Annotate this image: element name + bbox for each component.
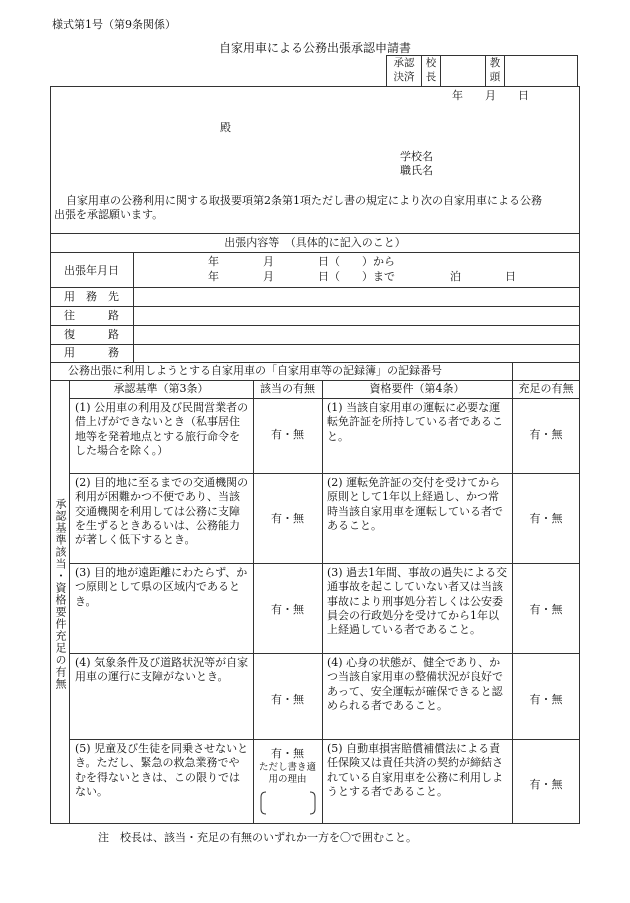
criteria-side-label: 承認基準該当・資格要件充足の有無 (54, 498, 67, 690)
footnote: 注 校長は、該当・充足の有無のいずれか一方を〇で囲むこと。 (98, 831, 417, 844)
criteria-row-3-applicable[interactable]: 有・無 (271, 603, 304, 616)
criteria-row-2-standard: (2) 目的地に至るまでの交通機関の利用が困難かつ不便であり、当該交通機関を利用しては公務に支障を生ずるときあるいは、公務能力が著しく低下するとき。 (75, 476, 249, 547)
criteria-row-2-applicable[interactable]: 有・無 (271, 512, 304, 525)
criteria-row-3-standard: (3) 目的地が遠距離にわたらず、かつ原則として県の区域内であるとき。 (75, 566, 248, 608)
business-purpose-label: 用 務 (64, 346, 119, 359)
addressee-suffix: 殿 (220, 121, 231, 134)
request-text-line2: 出張を承認願います。 (54, 208, 164, 221)
criteria-row-2-satisfied[interactable]: 有・無 (529, 512, 563, 525)
requirement-column-header: 資格要件（第4条） (369, 382, 465, 395)
criteria-row-1-requirement: (1) 当該自家用車の運転に必要な運転免許証を所持している者であること。 (327, 401, 503, 443)
principal-stamp-box[interactable] (441, 56, 486, 87)
outbound-route-label: 往 路 (64, 309, 119, 322)
criteria-row-3-requirement: (3) 過去1年間、事故の過失による交通事故を起こしていない者又は当該事故により刑事処分若しくは公安委員会の行政処分を受けてから1年以上経過している者であること。 (327, 566, 508, 637)
head-teacher-label: 教 頭 (486, 56, 505, 87)
approval-stamp-table (386, 55, 578, 87)
criteria-row-5-standard: (5) 児童及び生徒を同乗させないとき。ただし、緊急の救急業務でやむを得ないときは、この限りではない。 (75, 742, 249, 798)
criteria-row-1-applicable[interactable]: 有・無 (271, 428, 304, 441)
satisfied-column-header: 充足の有無 (518, 382, 574, 395)
criteria-row-1-satisfied[interactable]: 有・無 (529, 428, 563, 441)
position-name-label: 職氏名 (400, 164, 433, 177)
criteria-row-2-requirement: (2) 運転免許証の交付を受けてから原則として1年以上経過し、かつ常時当該自家用車を運転している者であること。 (327, 476, 503, 532)
criteria-row-4-requirement: (4) 心身の状態が、健全であり、かつ当該自家用車の整備状況が良好であって、安全運転が確保できると認められる者であること。 (327, 656, 503, 712)
criteria-row-3-satisfied[interactable]: 有・無 (529, 603, 563, 616)
criteria-row-5-satisfied[interactable]: 有・無 (529, 778, 563, 791)
principal-label: 校 長 (422, 56, 441, 87)
form-number-label: 様式第1号（第9条関係） (52, 18, 176, 31)
trip-date-from[interactable]: 年 月 日（ ）から (208, 255, 395, 268)
trip-details-header: 出張内容等 （具体的に記入のこと） (224, 236, 406, 249)
criteria-row-4-applicable[interactable]: 有・無 (271, 693, 304, 706)
standard-column-header: 承認基準（第3条） (113, 382, 209, 395)
application-date[interactable]: 年 月 日 (452, 89, 529, 102)
applicable-column-header: 該当の有無 (260, 382, 315, 395)
school-name-label: 学校名 (400, 150, 433, 163)
head-teacher-stamp-box[interactable] (505, 56, 578, 87)
criteria-row-4-standard: (4) 気象条件及び道路状況等が自家用車の運行に支障がないとき。 (75, 656, 249, 684)
destination-label: 用 務 先 (64, 290, 119, 303)
proviso-reason-bracket[interactable] (260, 791, 316, 815)
trip-date-label: 出張年月日 (64, 264, 119, 277)
trip-date-to[interactable]: 年 月 日（ ）まで 泊 日 (208, 270, 516, 283)
approval-label: 承認 決済 (387, 56, 422, 87)
proviso-reason-label: ただし書き適用の理由 (258, 762, 316, 785)
criteria-row-5-applicable[interactable]: 有・無 (271, 747, 304, 760)
criteria-row-5-requirement: (5) 自動車損害賠償補償法による責任保険又は責任共済の契約が締結されている自家用車を公務に利用しようとする者であること。 (327, 742, 503, 798)
document-title: 自家用車による公務出張承認申請書 (218, 41, 411, 55)
return-route-label: 復 路 (64, 328, 119, 341)
criteria-row-1-standard: (1) 公用車の利用及び民間営業者の借上げができないとき（私事居住地等を発着地点とする旅行命令をした場合を除く。） (75, 401, 249, 457)
request-text-line1: 自家用車の公務利用に関する取扱要項第2条第1項ただし書の規定により次の自家用車による公務 (66, 194, 542, 207)
criteria-row-4-satisfied[interactable]: 有・無 (529, 693, 563, 706)
vehicle-record-label: 公務出張に利用しようとする自家用車の「自家用車等の記録簿」の記録番号 (68, 364, 442, 377)
